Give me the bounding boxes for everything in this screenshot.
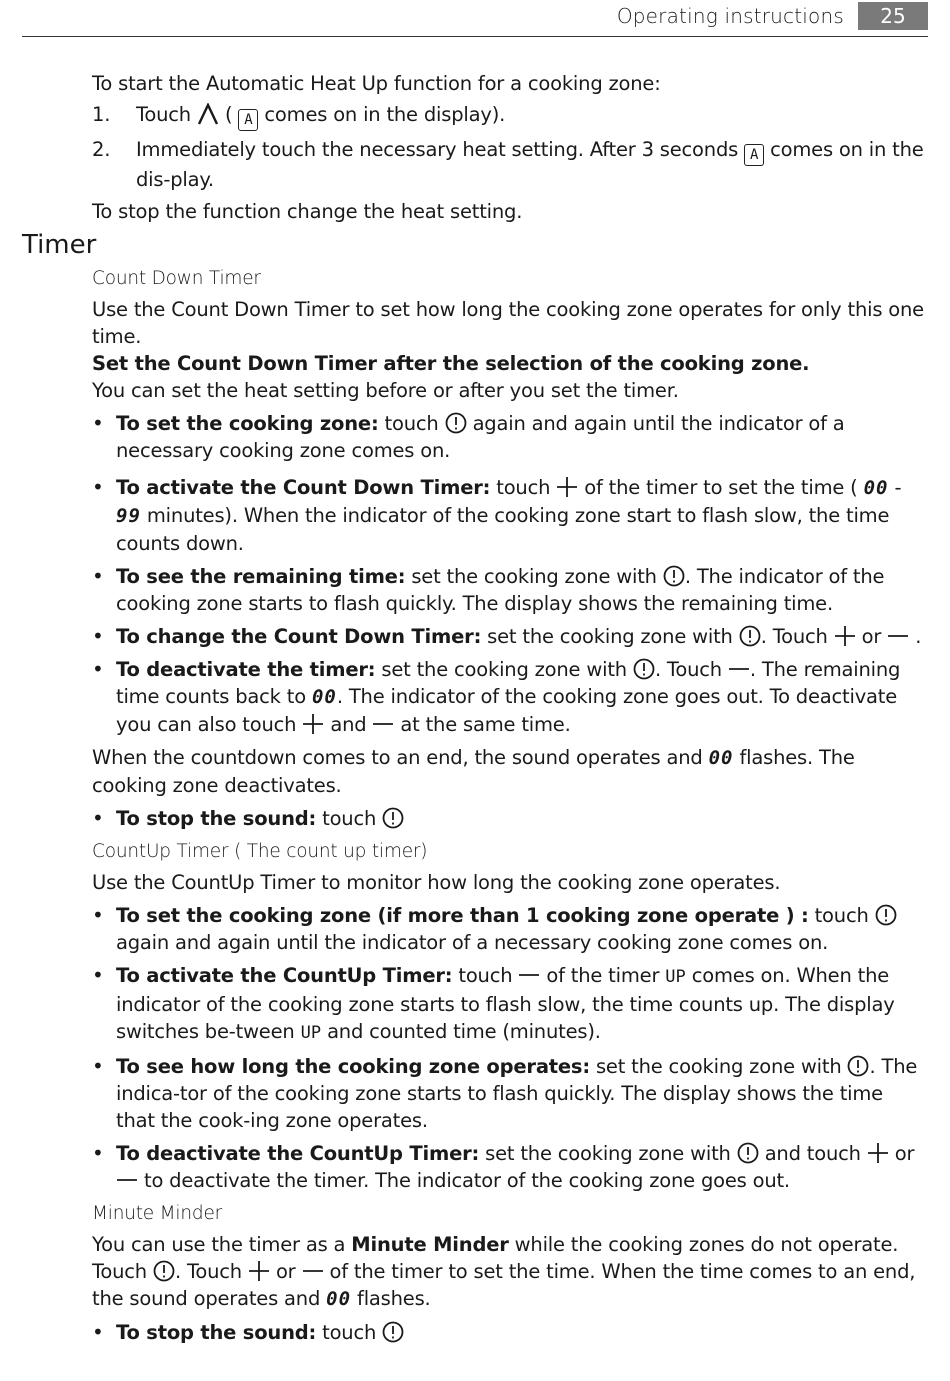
seg-display: 00 xyxy=(326,1288,352,1310)
header-title: Operating instructions xyxy=(616,4,844,28)
seg-display: 99 xyxy=(116,505,141,527)
seg-display: 00 xyxy=(311,686,337,708)
minute-minder-bullets xyxy=(92,1319,924,1346)
countup-bullets xyxy=(92,902,924,1194)
countdown-bullets xyxy=(92,410,924,738)
minus-icon xyxy=(887,625,909,647)
timer-icon xyxy=(739,625,761,647)
a-display-icon: A xyxy=(744,144,764,166)
countup-p1: Use the CountUp Timer to monitor how long the cooking zone operates. xyxy=(92,871,781,894)
auto-heat-icon xyxy=(197,103,219,125)
minute-minder-p: You can use the timer as a Minute Minder while the cooking zones do not operate. Touch . Touch or of the timer to set the time. When the time comes to an end, the sound operates and 00 flashes. xyxy=(92,1231,924,1313)
plus-icon xyxy=(248,1260,270,1282)
timer-icon xyxy=(445,412,467,434)
timer-icon xyxy=(663,565,685,587)
main-content xyxy=(92,70,924,1352)
page-number: 25 xyxy=(858,2,928,30)
plus-icon xyxy=(867,1142,889,1164)
minute-minder-subheading: Minute Minder xyxy=(92,1203,223,1224)
countdown-p1: Use the Count Down Timer to set how long the cooking zone operates for only this one time. xyxy=(92,298,924,348)
countdown-note: When the countdown comes to an end, the sound operates and 00 flashes. The cooking zone deactivates. xyxy=(92,746,855,797)
step-1: 1. Touch ( A comes on in the display). xyxy=(92,101,924,131)
list-item: • To activate the Count Down Timer: touch of the timer to set the time ( 00 - 99 minutes). When the indicator of the cooking zone start to flash slow, the time counts down. xyxy=(92,474,924,557)
page-header xyxy=(22,0,928,37)
timer-icon xyxy=(737,1142,759,1164)
a-display-icon: A xyxy=(238,109,258,131)
timer-heading: Timer xyxy=(22,230,97,260)
plus-icon xyxy=(302,713,324,735)
countdown-p2: Set the Count Down Timer after the selection of the cooking zone. xyxy=(92,352,810,375)
list-item: • To stop the sound: touch xyxy=(92,1319,924,1346)
auto-heat-steps xyxy=(92,101,924,193)
minus-icon xyxy=(116,1169,138,1191)
timer-icon xyxy=(382,807,404,829)
list-item: • To set the cooking zone (if more than 1 cooking zone operate ) : touch again and again until the indicator of a necessary cooking zone comes on. xyxy=(92,902,924,956)
countdown-sound-bullets xyxy=(92,805,924,832)
list-item: • To see how long the cooking zone operates: set the cooking zone with . The indica-tor of the cooking zone starts to flash quickly. The display shows the time that the cook-ing zone operates. xyxy=(92,1053,924,1134)
step-2: 2. Immediately touch the necessary heat setting. After 3 seconds A comes on in the dis-play. xyxy=(92,138,924,191)
countdown-p3: You can set the heat setting before or after you set the timer. xyxy=(92,379,679,402)
plus-icon xyxy=(556,476,578,498)
timer-icon xyxy=(875,904,897,926)
up-display: UP xyxy=(300,1023,322,1043)
list-item: • To stop the sound: touch xyxy=(92,805,924,832)
minus-icon xyxy=(728,658,750,680)
minus-icon xyxy=(518,964,540,986)
auto-heat-intro: To start the Automatic Heat Up function for a cooking zone: xyxy=(92,72,661,95)
timer-icon xyxy=(153,1260,175,1282)
auto-heat-stop: To stop the function change the heat setting. xyxy=(92,200,523,223)
plus-icon xyxy=(834,625,856,647)
list-item: • To activate the CountUp Timer: touch of the timer UP comes on. When the indicator of the cooking zone starts to flash slow, the time counts up. The display switches be-tween UP and counted time (minutes). xyxy=(92,962,924,1047)
countdown-subheading: Count Down Timer xyxy=(92,268,261,289)
seg-display: 00 xyxy=(863,477,889,499)
minus-icon xyxy=(372,713,394,735)
list-item: • To change the Count Down Timer: set the cooking zone with . Touch or . xyxy=(92,623,924,650)
minus-icon xyxy=(302,1260,324,1282)
timer-icon xyxy=(382,1321,404,1343)
countup-subheading: CountUp Timer ( The count up timer) xyxy=(92,841,428,862)
timer-icon xyxy=(633,658,655,680)
list-item: • To deactivate the timer: set the cooking zone with . Touch . The remaining time counts back to 00. The indicator of the cooking zone goes out. To deactivate you can also touch and at the same time. xyxy=(92,656,924,738)
list-item: • To see the remaining time: set the cooking zone with . The indicator of the cooking zone starts to flash quickly. The display shows the remaining time. xyxy=(92,563,924,617)
up-display: UP xyxy=(665,967,686,987)
seg-display: 00 xyxy=(708,747,734,769)
list-item: • To deactivate the CountUp Timer: set the cooking zone with and touch or to deactivate the timer. The indicator of the cooking zone goes out. xyxy=(92,1140,924,1194)
list-item: • To set the cooking zone: touch again and again until the indicator of a necessary cooking zone comes on. xyxy=(92,410,924,464)
timer-icon xyxy=(847,1055,869,1077)
